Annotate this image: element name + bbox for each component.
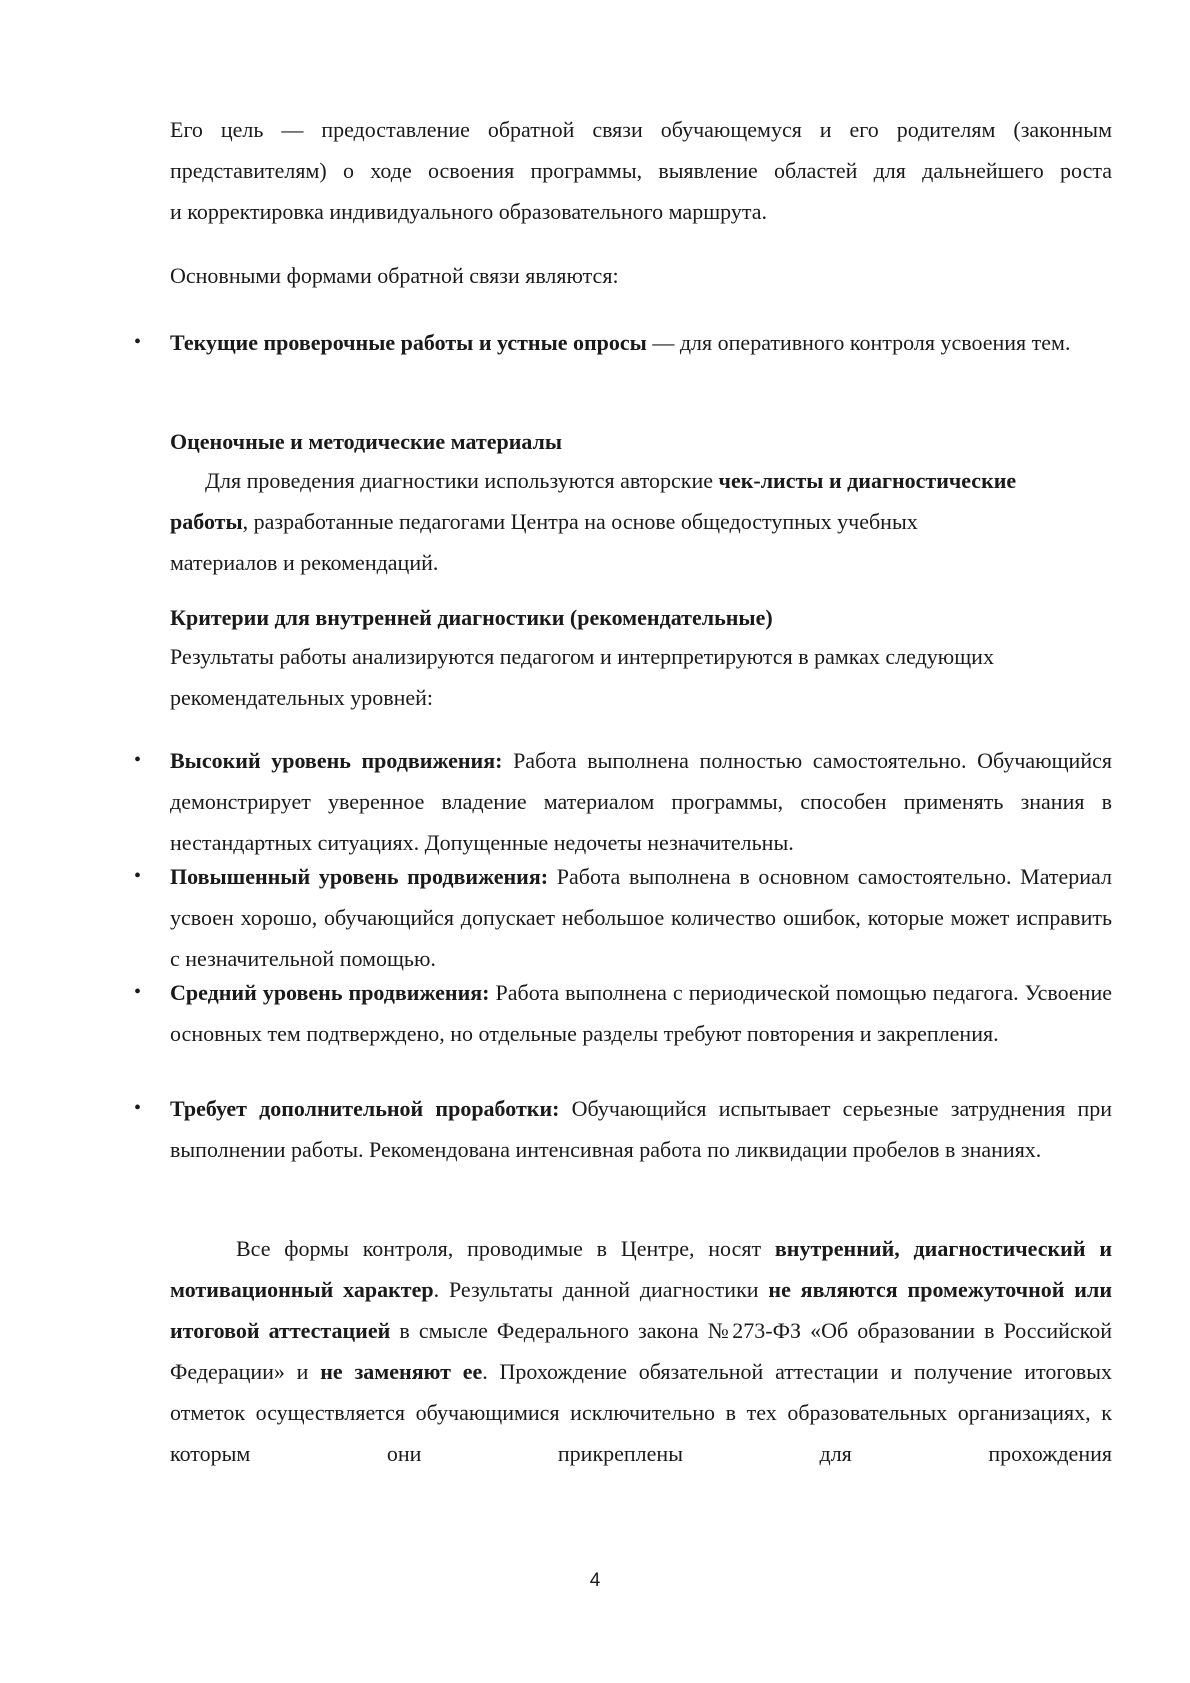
- level-description: Работа выполнена полностью самостоятельно. Обучающийся демонстрирует уверенное владение материалом программы, способен применять знания в нестандартных ситуациях. Допущенные недочеты незначительны.: [170, 748, 1112, 855]
- forms-intro: Основными формами обратной связи являются:: [170, 263, 619, 288]
- materials-bold: чек-листы и диагностические: [718, 468, 1017, 493]
- section-heading-materials: Оценочные и методические материалы: [170, 429, 563, 454]
- conclusion-bold: не заменяют ее: [320, 1359, 483, 1384]
- level-title: Повышенный уровень продвижения:: [170, 864, 549, 889]
- level-item-medium: [170, 972, 1112, 1054]
- page-number: 4: [589, 1570, 601, 1591]
- conclusion-bold: внутренний, диагностический и мотивационный характер: [170, 1236, 1112, 1302]
- bullet-icon: •: [134, 749, 142, 771]
- materials-line: [170, 501, 1112, 542]
- conclusion-text: в смысле Федерального закона №273-ФЗ «Об образовании в Российской Федерации» и: [170, 1318, 1112, 1384]
- conclusion-text: . Результаты данной диагностики: [433, 1277, 769, 1302]
- intro-paragraph: [170, 109, 1112, 232]
- level-title: Высокий уровень продвижения:: [170, 748, 503, 773]
- conclusion-text: Все формы контроля, проводимые в Центре, носят: [236, 1236, 775, 1261]
- level-title: Требует дополнительной проработки:: [170, 1096, 560, 1121]
- bullet-text: — для оперативного контроля усвоения тем.: [646, 330, 1071, 355]
- level-item-elevated: [170, 856, 1112, 979]
- section-heading-criteria: Критерии для внутренней диагностики (рекомендательные): [170, 605, 773, 630]
- bullet-bold-term: Текущие проверочные работы и устные опросы: [170, 330, 647, 355]
- materials-bold: работы: [170, 509, 243, 534]
- materials-text: Для проведения диагностики используются авторские: [205, 468, 719, 493]
- level-description: Обучающийся испытывает серьезные затруднения при выполнении работы. Рекомендована интенсивная работа по ликвидации пробелов в знаниях.: [170, 1096, 1112, 1162]
- materials-text: , разработанные педагогами Центра на основе общедоступных учебных: [242, 509, 918, 534]
- conclusion-bold: не являются промежуточной или итоговой аттестацией: [170, 1277, 1112, 1343]
- bullet-icon: •: [134, 981, 142, 1003]
- criteria-paragraph: [170, 636, 1112, 718]
- level-title: Средний уровень продвижения:: [170, 980, 490, 1005]
- intro-line: и корректировка индивидуального образовательного маршрута.: [170, 199, 767, 224]
- criteria-line: рекомендательных уровней:: [170, 685, 434, 710]
- level-item-high: [170, 740, 1112, 863]
- level-item-needs-work: [170, 1088, 1112, 1170]
- intro-line: Его цель — предоставление обратной связи обучающемуся и его родителям (законным: [170, 117, 1112, 142]
- intro-line: представителям) о ходе освоения программы, выявление областей для дальнейшего роста: [170, 158, 1112, 183]
- level-description: Работа выполнена с периодической помощью педагога. Усвоение основных тем подтверждено, но отдельные разделы требуют повторения и закрепления.: [170, 980, 1112, 1046]
- conclusion-text: . Прохождение обязательной аттестации и получение итоговых отметок осуществляется обучающимися исключительно в тех образовательных организациях, к которым они прикреплены для прохождения: [170, 1359, 1113, 1466]
- forms-bullet-item: [170, 322, 1112, 363]
- criteria-line: Результаты работы анализируются педагогом и интерпретируются в рамках следующих: [170, 644, 994, 669]
- bullet-icon: •: [134, 331, 142, 353]
- bullet-icon: •: [134, 865, 142, 887]
- bullet-icon: •: [134, 1097, 142, 1119]
- materials-line: [170, 460, 1112, 501]
- level-description: Работа выполнена в основном самостоятельно. Материал усвоен хорошо, обучающийся допускает небольшое количество ошибок, которые может исправить с незначительной помощью.: [170, 864, 1112, 971]
- materials-paragraph: [170, 460, 1112, 583]
- conclusion-paragraph: [170, 1228, 1112, 1474]
- materials-line: материалов и рекомендаций.: [170, 550, 439, 575]
